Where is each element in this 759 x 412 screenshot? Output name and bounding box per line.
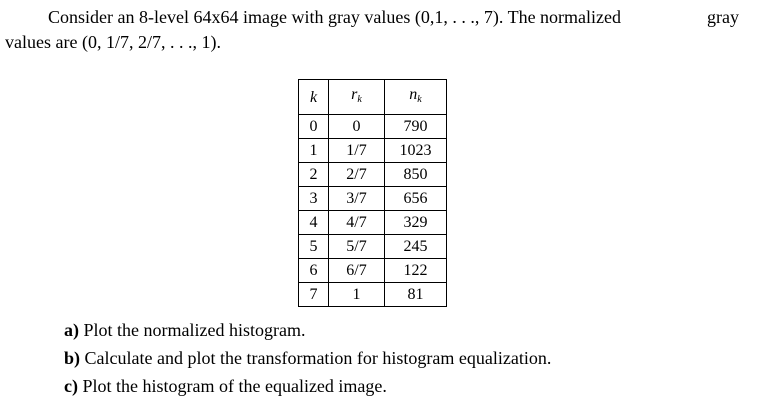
header-rk-base: r: [351, 86, 358, 103]
cell-n: 656: [385, 187, 447, 211]
cell-k: 7: [299, 283, 329, 307]
cell-n: 1023: [385, 139, 447, 163]
table-row: [299, 139, 447, 163]
header-nk-sub: k: [417, 94, 422, 105]
cell-r: 1: [329, 283, 385, 307]
question-a: [64, 320, 305, 341]
cell-k: 3: [299, 187, 329, 211]
question-c-label: c): [64, 376, 78, 396]
cell-k: 5: [299, 235, 329, 259]
cell-r: 5/7: [329, 235, 385, 259]
question-a-text: Plot the normalized histogram.: [83, 320, 306, 340]
cell-r: 6/7: [329, 259, 385, 283]
cell-k: 2: [299, 163, 329, 187]
cell-n: 122: [385, 259, 447, 283]
cell-r: 3/7: [329, 187, 385, 211]
table-header-row: [299, 80, 447, 115]
question-b-label: b): [64, 348, 81, 368]
cell-k: 0: [299, 115, 329, 139]
cell-r: 0: [329, 115, 385, 139]
cell-r: 4/7: [329, 211, 385, 235]
intro-line-1: Consider an 8-level 64x64 image with gray values (0,1, . . ., 7). The normalized: [48, 7, 622, 27]
table-row: [299, 187, 447, 211]
cell-r: 1/7: [329, 139, 385, 163]
cell-r: 2/7: [329, 163, 385, 187]
question-a-label: a): [64, 320, 79, 340]
question-c: [64, 376, 387, 397]
cell-n: 790: [385, 115, 447, 139]
cell-k: 6: [299, 259, 329, 283]
cell-n: 81: [385, 283, 447, 307]
question-b-text: Calculate and plot the transformation for histogram equalization.: [84, 348, 552, 368]
header-rk-sub: k: [357, 94, 362, 105]
cell-k: 1: [299, 139, 329, 163]
question-c-text: Plot the histogram of the equalized image.: [82, 376, 387, 396]
question-b: [64, 348, 551, 369]
cell-n: 329: [385, 211, 447, 235]
intro-line-1-tail: gray: [707, 7, 739, 27]
header-k: k: [299, 80, 329, 115]
gray-level-table: [298, 79, 447, 307]
table-row: [299, 235, 447, 259]
intro-line-2: values are (0, 1/7, 2/7, . . ., 1).: [5, 32, 221, 52]
header-nk-base: n: [409, 86, 418, 103]
cell-n: 850: [385, 163, 447, 187]
cell-n: 245: [385, 235, 447, 259]
table-row: [299, 259, 447, 283]
cell-k: 4: [299, 211, 329, 235]
table-row: [299, 211, 447, 235]
table-row: [299, 163, 447, 187]
header-nk: [385, 80, 447, 115]
table-row: [299, 283, 447, 307]
header-rk: [329, 80, 385, 115]
table-row: [299, 115, 447, 139]
